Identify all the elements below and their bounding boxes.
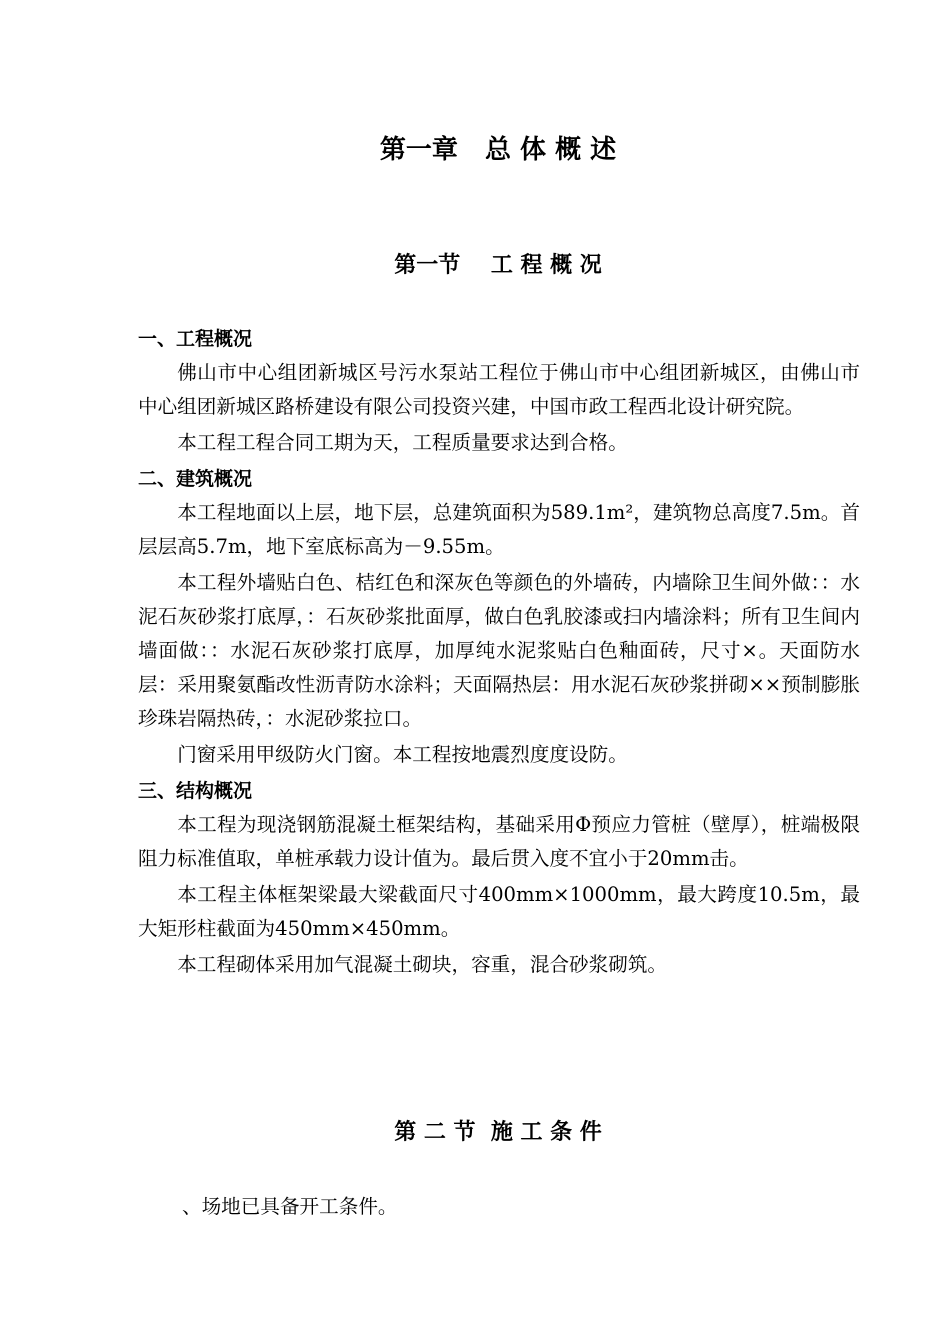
paragraph: 本工程工程合同工期为天，工程质量要求达到合格。 [177, 431, 628, 454]
paragraph: 本工程外墙贴白色、桔红色和深灰色等颜色的外墙砖，内墙除卫生间外做：：水泥石灰砂浆打底厚，：石灰砂浆批面厚，做白色乳胶漆或扫内墙涂料；所有卫生间内墙面做：：水泥石灰砂浆打底厚，加厚纯水泥浆贴白色釉面砖，尺寸×。天面防水层：采用聚氨酯改性沥青防水涂料；天面隔热层：用水泥石灰砂浆拼砌××预制膨胀珍珠岩隔热砖，：水泥砂浆拉口。 [138, 571, 860, 730]
paragraph: 门窗采用甲级防火门窗。本工程按地震烈度度设防。 [177, 743, 628, 766]
subheading-architecture-overview: 二、建筑概况 [138, 468, 253, 490]
paragraph: 佛山市中心组团新城区号污水泵站工程位于佛山市中心组团新城区，由佛山市中心组团新城区路桥建设有限公司投资兴建，中国市政工程西北设计研究院。 [138, 361, 860, 418]
paragraph: 本工程为现浇钢筋混凝土框架结构，基础采用Φ预应力管桩（壁厚），桩端极限阻力标准值取，单桩承载力设计值为。最后贯入度不宜小于20mm击。 [138, 813, 860, 870]
section-title-conditions: 第 二 节 施 工 条 件 [394, 1120, 602, 1145]
paragraph: 本工程地面以上层，地下层，总建筑面积为589.1m²，建筑物总高度7.5m。首层层高5.7m，地下室底标高为－9.55m。 [138, 501, 860, 558]
paragraph: 本工程砌体采用加气混凝土砌块，容重，混合砂浆砌筑。 [177, 953, 668, 976]
paragraph: 本工程主体框架梁最大梁截面尺寸400mm×1000mm，最大跨度10.5m，最大矩形柱截面为450mm×450mm。 [138, 883, 860, 940]
subheading-structure-overview: 三、结构概况 [138, 780, 253, 802]
chapter-title: 第一章 总 体 概 述 [379, 135, 617, 165]
section-overview-body [138, 322, 860, 982]
section-title-overview: 第一节 工 程 概 况 [394, 253, 602, 278]
subheading-project-overview: 一、工程概况 [138, 328, 253, 350]
conditions-item: 、场地已具备开工条件。 [182, 1195, 398, 1218]
